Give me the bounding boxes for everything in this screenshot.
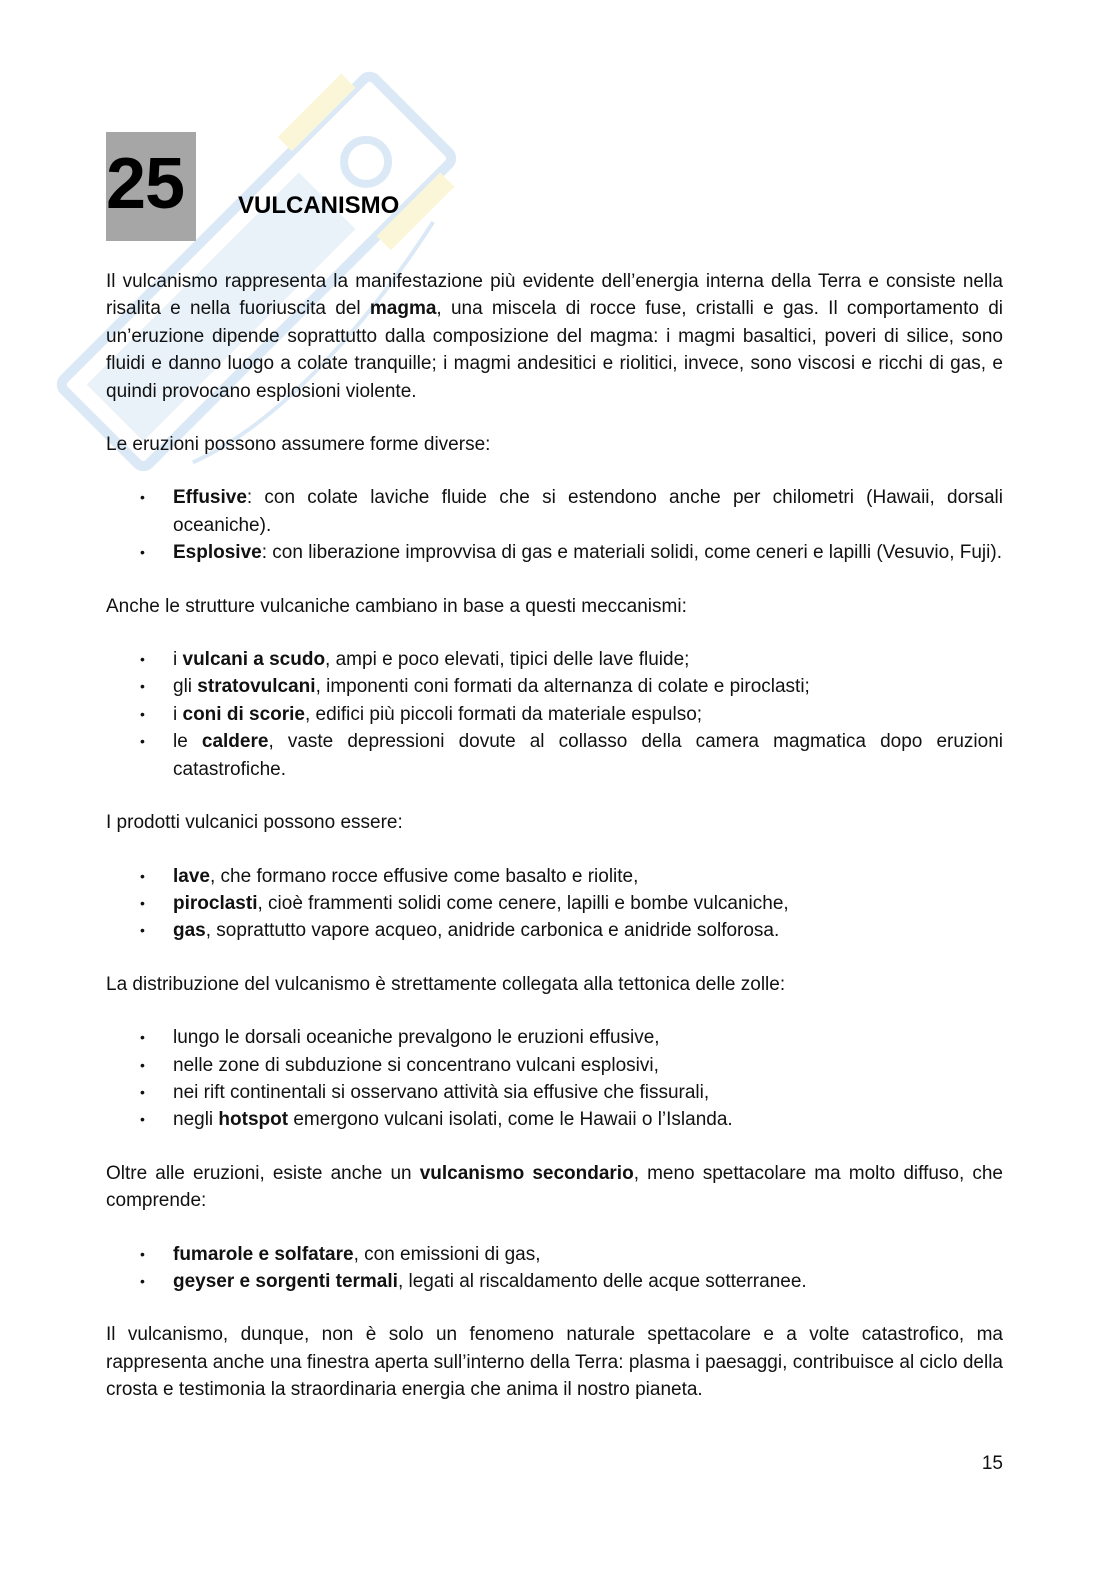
bullet-icon: • (140, 1056, 145, 1073)
paragraph (106, 971, 1003, 998)
bold-term: Esplosive (173, 542, 262, 564)
bullet-icon: • (140, 894, 145, 911)
chapter-title: VULCANISMO (238, 192, 400, 219)
text-run: Anche le strutture vulcaniche cambiano in base a questi meccanismi: (106, 595, 687, 617)
page-number: 15 (981, 1453, 1003, 1474)
list-item (106, 917, 1003, 944)
text-run: nei rift continentali si osservano attività sia effusive che fissurali, (173, 1081, 710, 1103)
bullet-list (106, 863, 1003, 945)
list-item (106, 1052, 1003, 1079)
list-item (106, 673, 1003, 700)
text-run: , cioè frammenti solidi come cenere, lapilli e bombe vulcaniche, (257, 892, 789, 914)
list-item (106, 539, 1003, 566)
bold-term: fumarole e solfatare (173, 1243, 354, 1265)
text-run: , vaste depressioni dovute al collasso della camera magmatica dopo eruzioni catastrofiche. (173, 731, 1003, 780)
list-item (106, 863, 1003, 890)
bullet-icon: • (140, 1245, 145, 1262)
chapter-body (106, 268, 1003, 1430)
bold-term: hotspot (218, 1109, 289, 1131)
text-run: , con emissioni di gas, (353, 1243, 541, 1265)
text-run: I prodotti vulcanici possono essere: (106, 812, 403, 834)
paragraph (106, 1321, 1003, 1403)
bullet-list (106, 646, 1003, 783)
list-item (106, 890, 1003, 917)
bold-term: Effusive (173, 487, 247, 509)
bullet-icon: • (140, 544, 145, 561)
text-run: Il vulcanismo, dunque, non è solo un fenomeno naturale spettacolare e a volte catastrofico, ma rappresenta anche una finestra aperta sull’interno della Terra: plasma i paesaggi, contribuisce al ciclo della crosta e testimonia la straordinaria energia che anima il nostro pianeta. (106, 1324, 1003, 1401)
text-run: , ampi e poco elevati, tipici delle lave fluide; (325, 649, 690, 671)
paragraph (106, 593, 1003, 620)
text-run: , una miscela di rocce fuse, cristalli e gas. Il comportamento di un’eruzione dipende soprattutto dalla composizione del magma: i magmi basaltici, poveri di silice, sono fluidi e danno luogo a colate tranquille; i magmi andesitici e riolitici, invece, sono viscosi e ricchi di gas, e quindi provocano esplosioni violente. (106, 298, 1003, 402)
text-run: emergono vulcani isolati, come le Hawaii o l’Islanda. (288, 1109, 733, 1131)
paragraph (106, 1160, 1003, 1215)
text-run: , imponenti coni formati da alternanza di colate e piroclasti; (315, 676, 810, 698)
text-run: , legati al riscaldamento delle acque sotterranee. (397, 1270, 807, 1292)
text-run: : con liberazione improvvisa di gas e materiali solidi, come ceneri e lapilli (Vesuvio, Fuji). (261, 542, 1002, 564)
text-run: , edifici più piccoli formati da materiale espulso; (304, 703, 703, 725)
bullet-icon: • (140, 705, 145, 722)
paragraph (106, 431, 1003, 458)
bold-term: lave (173, 865, 210, 887)
bullet-list (106, 1024, 1003, 1134)
text-run: La distribuzione del vulcanismo è strettamente collegata alla tettonica delle zolle: (106, 973, 786, 995)
bullet-icon: • (140, 867, 145, 884)
list-item (106, 1079, 1003, 1106)
text-run: Il vulcanismo rappresenta la manifestazione più evidente dell’energia interna della Terra e consiste nella risalita e nella fuoriuscita del (106, 271, 1003, 320)
bold-term: geyser e sorgenti termali (173, 1270, 398, 1292)
bold-term: piroclasti (173, 892, 258, 914)
list-item (106, 646, 1003, 673)
list-item (106, 1241, 1003, 1268)
bullet-icon: • (140, 651, 145, 668)
list-item (106, 728, 1003, 783)
bullet-icon: • (140, 1029, 145, 1046)
bold-term: gas (173, 920, 206, 942)
text-run: i (173, 703, 183, 725)
list-item (106, 1268, 1003, 1295)
bullet-icon: • (140, 1272, 145, 1289)
bullet-icon: • (140, 922, 145, 939)
text-run: i (173, 649, 183, 671)
bold-term: magma (369, 298, 437, 320)
text-run: nelle zone di subduzione si concentrano vulcani esplosivi, (173, 1054, 659, 1076)
paragraph (106, 809, 1003, 836)
list-item (106, 1106, 1003, 1133)
list-item (106, 1024, 1003, 1051)
list-item (106, 701, 1003, 728)
bold-term: coni di scorie (182, 703, 305, 725)
text-run: , meno spettacolare ma molto diffuso, che comprende: (106, 1162, 1003, 1212)
paragraph (106, 268, 1003, 405)
text-run: , che formano rocce effusive come basalto e riolite, (209, 865, 639, 887)
bullet-icon: • (140, 678, 145, 695)
bold-term: stratovulcani (197, 676, 316, 698)
bullet-list (106, 484, 1003, 566)
bold-term: vulcani a scudo (182, 649, 326, 671)
bullet-icon: • (140, 1083, 145, 1100)
bullet-list (106, 1241, 1003, 1296)
text-run: : con colate laviche fluide che si estendono anche per chilometri (Hawaii, dorsali oceaniche). (173, 487, 1003, 536)
text-run: le (173, 731, 202, 753)
text-run: negli (173, 1109, 219, 1131)
bullet-icon: • (140, 489, 145, 506)
bold-term: vulcanismo secondario (419, 1162, 634, 1184)
bullet-icon: • (140, 1111, 145, 1128)
list-item (106, 484, 1003, 539)
bold-term: caldere (201, 731, 269, 753)
text-run: Oltre alle eruzioni, esiste anche un (106, 1162, 420, 1184)
bullet-icon: • (140, 733, 145, 750)
text-run: , soprattutto vapore acqueo, anidride carbonica e anidride solforosa. (205, 920, 780, 942)
text-run: lungo le dorsali oceaniche prevalgono le eruzioni effusive, (173, 1027, 660, 1049)
text-run: Le eruzioni possono assumere forme diverse: (106, 434, 491, 456)
text-run: gli (173, 676, 198, 698)
chapter-number: 25 (106, 144, 185, 224)
